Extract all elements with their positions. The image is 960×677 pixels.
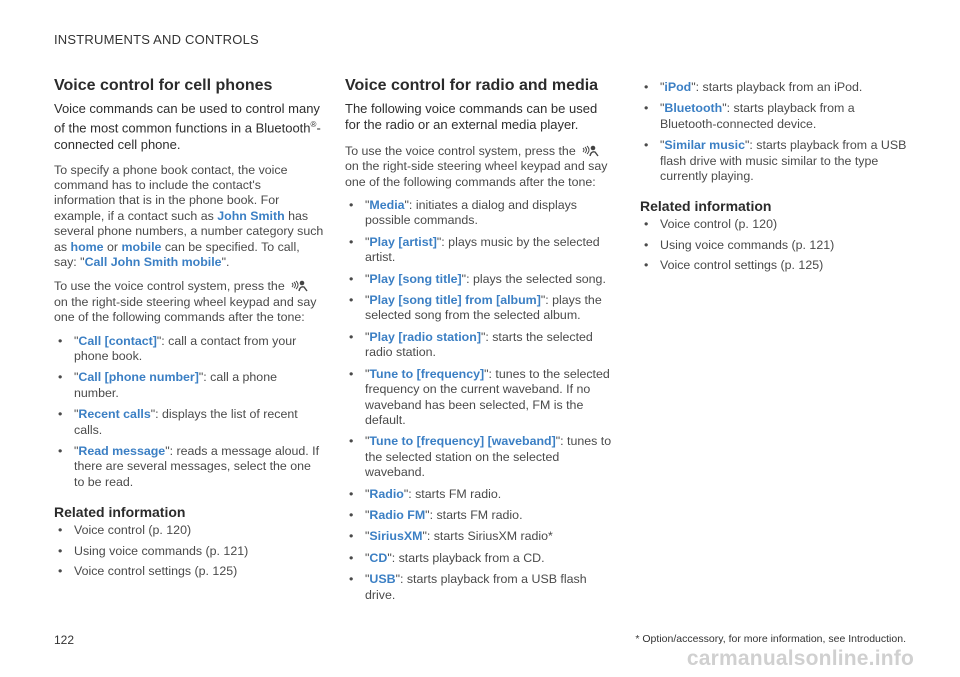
list-item: • "Play [radio station]": starts the selected radio station. bbox=[349, 329, 593, 360]
voice-control-icon bbox=[582, 143, 600, 157]
voice-control-icon bbox=[291, 278, 309, 292]
list-item: • "Radio": starts FM radio. bbox=[349, 486, 502, 501]
related-link[interactable]: • Voice control settings (p. 125) bbox=[58, 564, 238, 579]
list-item: • "Radio FM": starts FM radio. bbox=[349, 507, 523, 522]
list-item: • "Play [song title]": plays the selected song. bbox=[349, 271, 606, 286]
media-command-list-continued bbox=[640, 80, 910, 184]
media-section-continued bbox=[640, 80, 910, 279]
list-item: • "Bluetooth": starts playback from a Bluetooth-connected device. bbox=[644, 101, 855, 131]
list-item: • "iPod": starts playback from an iPod. bbox=[644, 80, 863, 94]
list-item: • "Recent calls": displays the list of recent calls. bbox=[58, 407, 298, 437]
phone-section bbox=[54, 74, 324, 584]
list-item: • "Call [phone number]": call a phone number. bbox=[58, 370, 277, 400]
phone-paragraph-contact: To specify a phone book contact, the voice command has to include the contact's information that is in the phone book. For example, if a contact such as John Smith has several phone numbers, a number category such as home or mobile can be specified. To call, say: "Call John Smith mobile". bbox=[54, 162, 324, 269]
related-link[interactable]: • Voice control (p. 120) bbox=[58, 523, 192, 538]
related-link[interactable]: • Using voice commands (p. 121) bbox=[644, 237, 835, 252]
media-paragraph-press: To use the voice control system, press the on the right-side steering wheel keypad and say one of the following commands after the tone: bbox=[345, 143, 608, 189]
list-item: • "CD": starts playback from a CD. bbox=[349, 550, 545, 565]
media-section bbox=[345, 74, 615, 609]
media-section-title: Voice control for radio and media bbox=[345, 77, 599, 94]
list-item: • "Similar music": starts playback from a USB flash drive with music similar to the type currently playing. bbox=[644, 138, 907, 184]
page-header: INSTRUMENTS AND CONTROLS bbox=[54, 32, 259, 47]
list-item: • "Tune to [frequency]": tunes to the selected frequency on the current waveband. If no waveband has been selected, FM is the default. bbox=[349, 366, 610, 427]
phone-lead: Voice commands can be used to control many of the most common functions in a Bluetooth®-connected cell phone. bbox=[54, 101, 321, 153]
related-link[interactable]: • Voice control (p. 120) bbox=[644, 217, 778, 232]
list-item: • "Read message": reads a message aloud. If there are several messages, select the one to be read. bbox=[58, 444, 320, 489]
media-lead: The following voice commands can be used for the radio or an external media player. bbox=[345, 101, 598, 133]
list-item: • "Play [song title] from [album]": plays the selected song from the selected album. bbox=[349, 293, 602, 323]
list-item: • "Call [contact]": call a contact from your phone book. bbox=[58, 333, 297, 364]
page-number: 122 bbox=[54, 633, 75, 647]
phone-section-title: Voice control for cell phones bbox=[54, 77, 273, 94]
media-command-list bbox=[345, 198, 615, 603]
phone-command-list bbox=[54, 334, 324, 491]
related-info-list bbox=[54, 523, 324, 579]
list-item: • "USB": starts playback from a USB flash drive. bbox=[349, 572, 587, 602]
footnote: * Option/accessory, for more information, see Introduction. bbox=[635, 633, 906, 645]
related-link[interactable]: • Voice control settings (p. 125) bbox=[644, 258, 824, 273]
list-item: • "Play [artist]": plays music by the selected artist. bbox=[349, 234, 600, 265]
watermark: carmanualsonline.info bbox=[686, 647, 914, 670]
related-info-heading: Related information bbox=[640, 198, 772, 215]
list-item: • "Media": initiates a dialog and displays possible commands. bbox=[349, 198, 577, 228]
related-link[interactable]: • Using voice commands (p. 121) bbox=[58, 543, 249, 558]
list-item: • "SiriusXM": starts SiriusXM radio* bbox=[349, 529, 553, 544]
phone-paragraph-press: To use the voice control system, press the on the right-side steering wheel keypad and say one of the following commands after the tone: bbox=[54, 279, 317, 325]
list-item: • "Tune to [frequency] [waveband]": tunes to the selected station on the selected waveband. bbox=[349, 434, 612, 480]
related-info-heading: Related information bbox=[54, 504, 186, 521]
related-info-list bbox=[640, 217, 910, 273]
